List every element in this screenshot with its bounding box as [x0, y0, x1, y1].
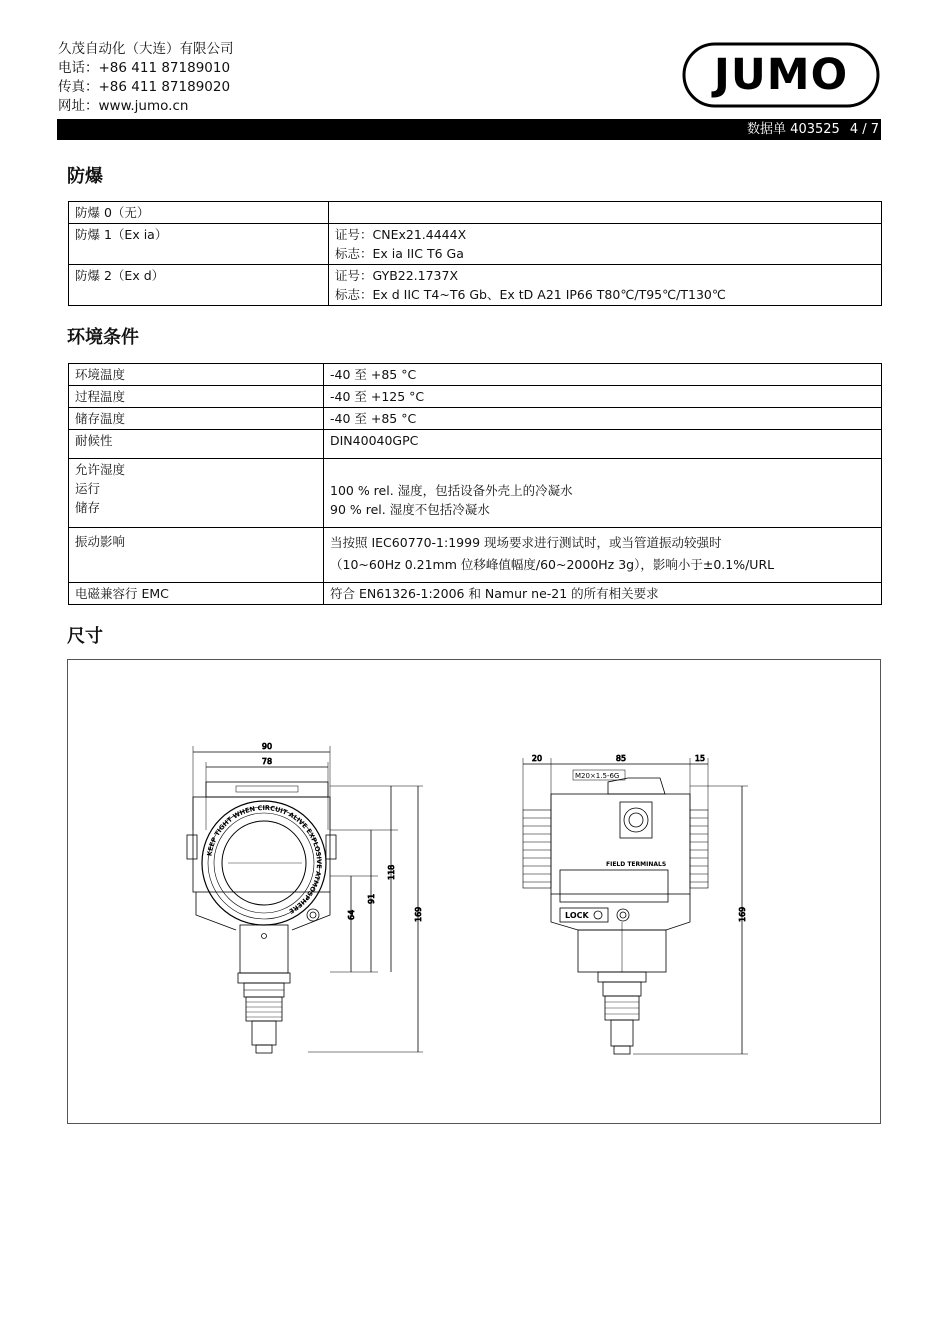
company-phone: 电话：+86 411 87189010	[58, 60, 231, 76]
explosion-table	[68, 201, 882, 306]
front-height-169: 169	[414, 906, 423, 922]
front-height-91: 91	[367, 893, 376, 904]
cover-ring-text: KEEP TIGHT WHEN CIRCUIT ALIVE EXPLOSIVE ATMOSPHERE	[205, 803, 324, 916]
company-info	[58, 40, 234, 116]
environment-table	[68, 363, 882, 605]
table-row	[69, 430, 882, 459]
section-title-environment: 环境条件	[67, 327, 139, 348]
env-value: -40 至 +85 °C	[324, 408, 882, 430]
company-fax: 传真：+86 411 87189020	[58, 79, 231, 95]
env-label: 环境温度	[69, 364, 324, 386]
section-title-dimensions: 尺寸	[67, 626, 103, 647]
header-bar	[57, 119, 881, 140]
table-row	[69, 459, 882, 528]
front-height-64: 64	[347, 909, 356, 920]
env-label: 过程温度	[69, 386, 324, 408]
dimension-drawing	[67, 659, 881, 1124]
table-row	[69, 583, 882, 605]
company-name: 久茂自动化（大连）有限公司	[58, 41, 234, 57]
env-value: -40 至 +125 °C	[324, 386, 882, 408]
env-label: 电磁兼容行 EMC	[69, 583, 324, 605]
explosion-label: 防爆 0（无）	[69, 202, 329, 224]
table-row	[69, 528, 882, 583]
table-row	[69, 224, 882, 265]
explosion-label: 防爆 1（Ex ia）	[69, 224, 329, 265]
explosion-value: 证号：CNEx21.4444X 标志：Ex ia IIC T6 Ga	[329, 224, 882, 265]
section-title-explosion: 防爆	[67, 166, 103, 187]
env-label: 耐候性	[69, 430, 324, 459]
env-label: 振动影响	[69, 528, 324, 583]
table-row	[69, 386, 882, 408]
env-label: 储存温度	[69, 408, 324, 430]
table-row	[69, 202, 882, 224]
env-label: 允许湿度 运行 储存	[69, 459, 324, 528]
page-number: 4 / 7	[849, 122, 879, 137]
side-width-85: 85	[615, 754, 627, 763]
explosion-value	[329, 202, 882, 224]
env-value: 当按照 IEC60770-1:1999 现场要求进行测试时，或当管道振动较强时 （10~60Hz 0.21mm 位移峰值幅度/60~2000Hz 3g），影响小于±0.1%/URL	[324, 528, 882, 583]
svg-text:JUMO: JUMO	[713, 50, 849, 100]
env-value: 符合 EN61326-1:2006 和 Namur ne-21 的所有相关要求	[324, 583, 882, 605]
front-view-drawing	[187, 742, 423, 1053]
table-row	[69, 364, 882, 386]
front-width-90: 90	[261, 742, 273, 751]
side-width-20: 20	[531, 754, 543, 763]
datasheet-number: 数据单 403525	[747, 122, 840, 137]
table-row	[69, 408, 882, 430]
company-website: 网址：www.jumo.cn	[58, 98, 189, 114]
env-value: DIN40040GPC	[324, 430, 882, 459]
field-terminals-label: FIELD TERMINALS	[606, 861, 667, 868]
lock-label: LOCK	[565, 911, 589, 920]
side-width-15: 15	[694, 754, 706, 763]
front-height-118: 118	[387, 864, 396, 880]
explosion-value: 证号：GYB22.1737X 标志：Ex d IIC T4~T6 Gb、Ex tD A21 IP66 T80℃/T95℃/T130℃	[329, 265, 882, 306]
thread-label: M20×1.5-6G	[575, 772, 620, 780]
side-height-169: 169	[738, 906, 747, 922]
jumo-logo	[682, 42, 880, 108]
explosion-label: 防爆 2（Ex d）	[69, 265, 329, 306]
env-value: 100 % rel. 湿度，包括设备外壳上的冷凝水 90 % rel. 湿度不包括冷凝水	[324, 459, 882, 528]
env-value: -40 至 +85 °C	[324, 364, 882, 386]
table-row	[69, 265, 882, 306]
front-width-78: 78	[261, 757, 273, 766]
side-view-drawing	[523, 754, 748, 1054]
